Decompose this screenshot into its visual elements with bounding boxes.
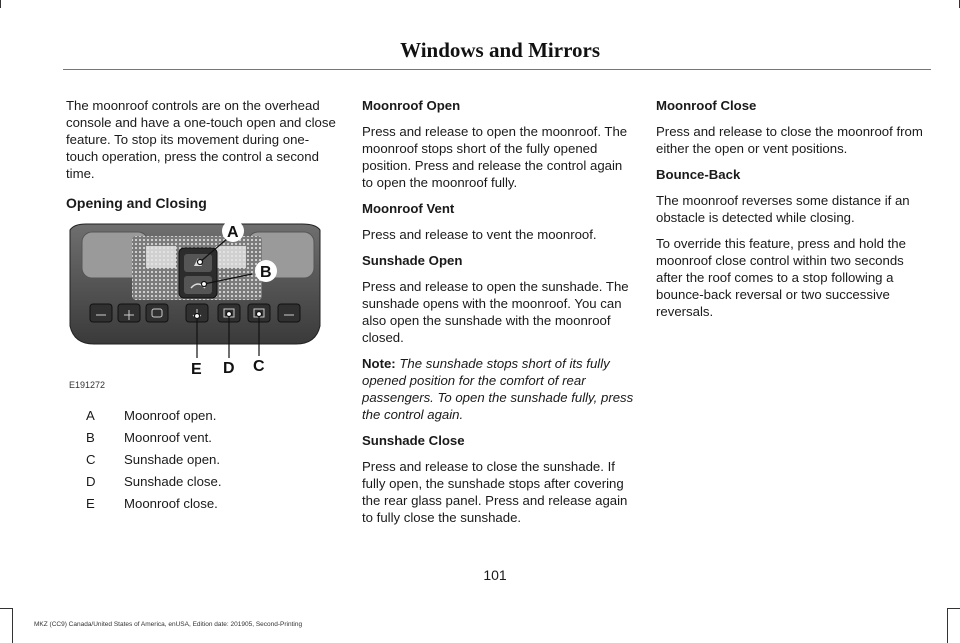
legend-key: D bbox=[86, 473, 96, 489]
paragraph-bounce-back: The moonroof reverses some distance if an obstacle is detected while closing. bbox=[656, 193, 910, 225]
note-label: Note: bbox=[362, 356, 396, 371]
intro-paragraph: The moonroof controls are on the overhead console and have a one-touch open and close feature. To stop its movement during one-touch operation, press the control a second time. bbox=[66, 98, 336, 181]
page-number: 101 bbox=[483, 567, 507, 583]
legend-row bbox=[70, 404, 330, 426]
legend-row bbox=[70, 492, 330, 514]
legend-key: E bbox=[86, 495, 95, 511]
paragraph-bounce-back-override: To override this feature, press and hold the moonroof close control within two seconds after the roof comes to a stop following a bounce-back reversal or two successive reversals. bbox=[656, 236, 906, 319]
crop-mark bbox=[947, 608, 960, 609]
crop-mark bbox=[0, 608, 12, 609]
section-heading-opening-closing: Opening and Closing bbox=[66, 195, 207, 211]
heading-moonroof-open: Moonroof Open bbox=[362, 98, 461, 113]
legend-row bbox=[70, 448, 330, 470]
paragraph-moonroof-close: Press and release to close the moonroof from either the open or vent positions. bbox=[656, 124, 923, 156]
note-text: The sunshade stops short of its fully opened position for the comfort of rear passengers. To open the sunshade fully, press the control again. bbox=[362, 356, 634, 422]
callout-a: A bbox=[227, 224, 239, 241]
heading-sunshade-close: Sunshade Close bbox=[362, 433, 465, 448]
callout-e: E bbox=[191, 361, 202, 378]
crop-mark bbox=[12, 608, 13, 643]
overhead-console-figure bbox=[66, 218, 324, 390]
crop-mark bbox=[947, 608, 948, 643]
callout-c: C bbox=[253, 358, 265, 375]
header-rule bbox=[63, 69, 931, 70]
legend-label: Sunshade close. bbox=[124, 473, 222, 489]
heading-moonroof-close: Moonroof Close bbox=[656, 98, 757, 113]
figure-legend bbox=[70, 404, 330, 514]
column-1 bbox=[66, 97, 338, 220]
legend-row bbox=[70, 470, 330, 492]
column-2 bbox=[362, 97, 634, 535]
header-title: Windows and Mirrors bbox=[400, 38, 600, 62]
crop-mark bbox=[0, 0, 1, 8]
callout-b: B bbox=[260, 264, 272, 281]
figure-id: E191272 bbox=[69, 380, 106, 390]
legend-key: B bbox=[86, 429, 95, 445]
heading-bounce-back: Bounce-Back bbox=[656, 167, 741, 182]
paragraph-sunshade-open: Press and release to open the sunshade. The sunshade opens with the moonroof. You can also open the sunshade with the moonroof closed. bbox=[362, 279, 629, 345]
legend-key: A bbox=[86, 407, 95, 423]
paragraph-moonroof-vent: Press and release to vent the moonroof. bbox=[362, 227, 597, 242]
callout-d: D bbox=[223, 360, 235, 377]
legend-label: Moonroof open. bbox=[124, 407, 217, 423]
legend-label: Moonroof vent. bbox=[124, 429, 212, 445]
paragraph-moonroof-open: Press and release to open the moonroof. The moonroof stops short of the fully opened position. Press and release the control again to open the moonroof fully. bbox=[362, 124, 628, 190]
heading-moonroof-vent: Moonroof Vent bbox=[362, 201, 455, 216]
legend-label: Moonroof close. bbox=[124, 495, 218, 511]
overhead-console-illustration bbox=[66, 218, 324, 390]
heading-sunshade-open: Sunshade Open bbox=[362, 253, 463, 268]
footer-edition-text: MKZ (CC9) Canada/United States of America, enUSA, Edition date: 201905, Second-Printing bbox=[34, 621, 303, 628]
paragraph-sunshade-close: Press and release to close the sunshade. If fully open, the sunshade stops after covering the rear glass panel. Press and release again to fully close the sunshade. bbox=[362, 459, 628, 525]
legend-row bbox=[70, 426, 330, 448]
note bbox=[362, 355, 634, 423]
legend-label: Sunshade open. bbox=[124, 451, 221, 467]
legend-key: C bbox=[86, 451, 96, 467]
column-3 bbox=[656, 97, 930, 329]
